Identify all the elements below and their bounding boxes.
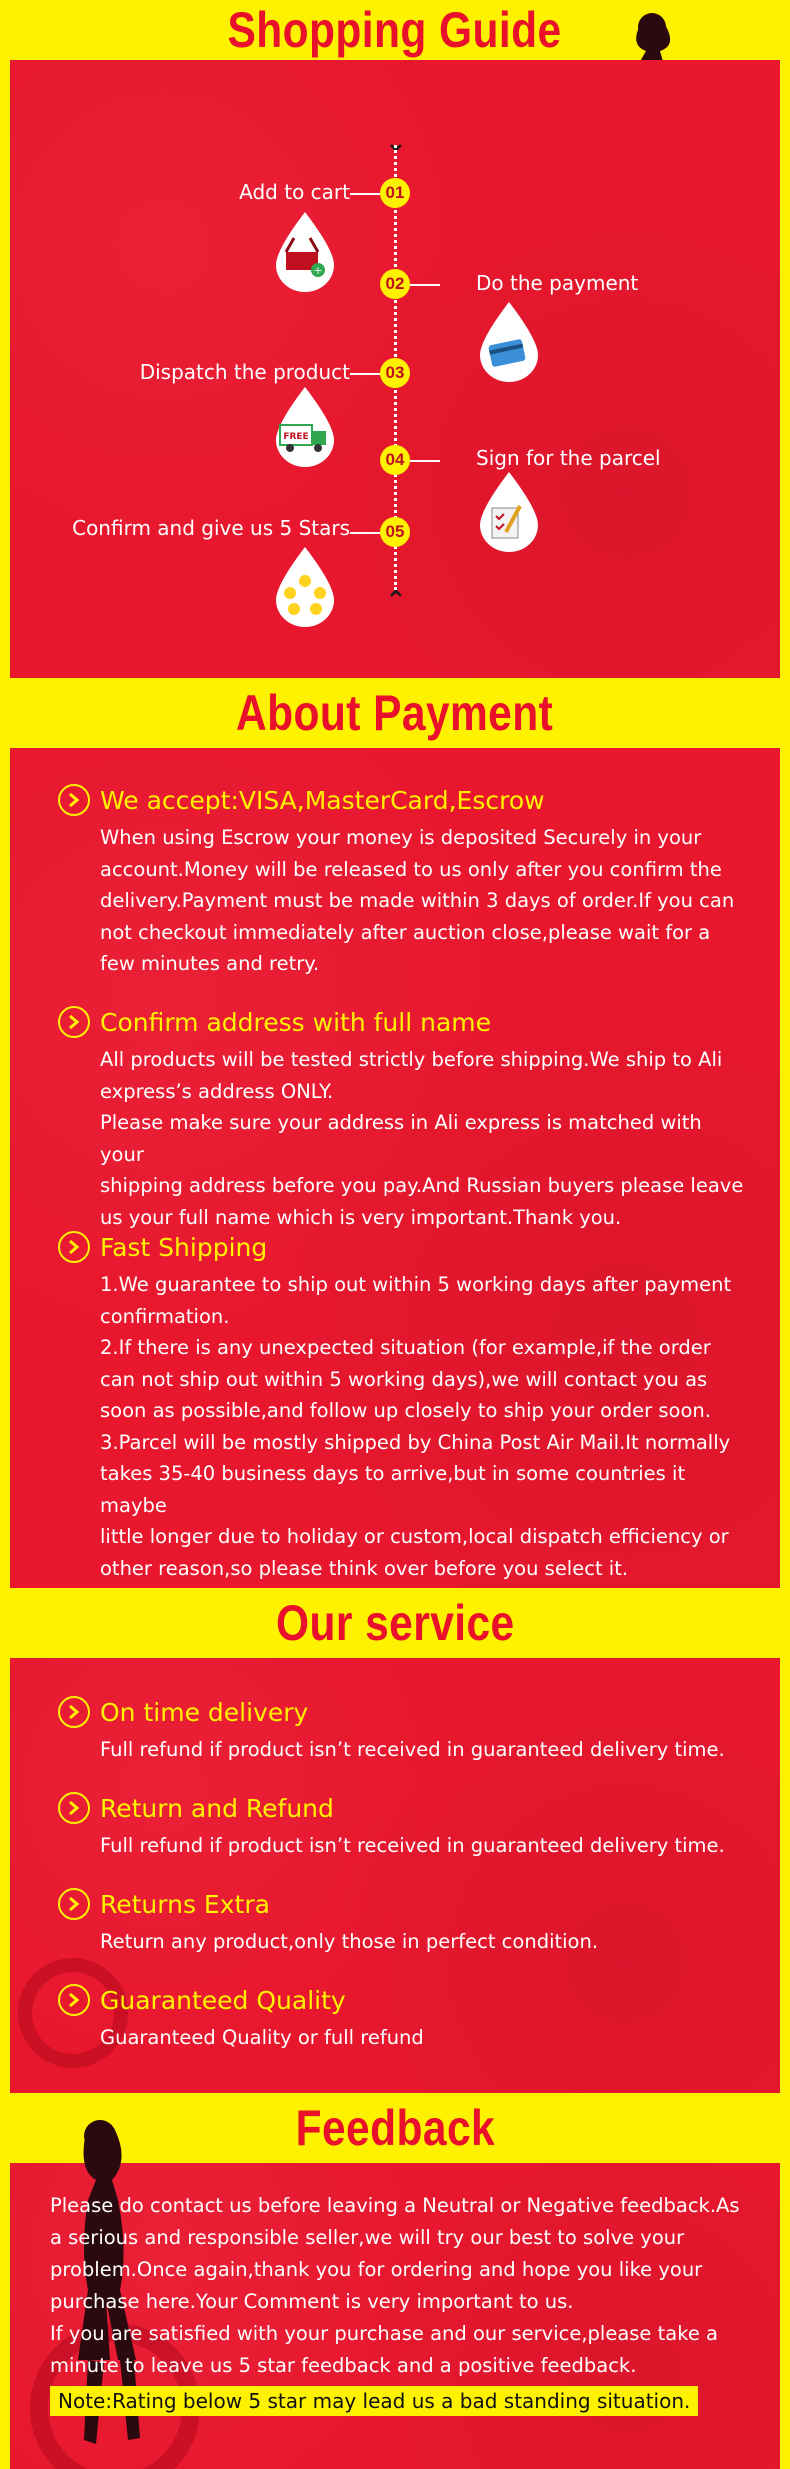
arrow-right-icon	[58, 1696, 90, 1728]
step-number: 04	[380, 445, 410, 475]
arrow-right-icon	[58, 1231, 90, 1263]
service-heading: Guaranteed Quality	[100, 1985, 346, 2015]
service-text: Guaranteed Quality or full refund	[100, 2026, 424, 2049]
step-label: Add to cart	[239, 180, 350, 204]
service-text: Full refund if product isn’t received in guaranteed delivery time.	[100, 1834, 725, 1857]
arrow-right-icon	[58, 1792, 90, 1824]
our-service-banner	[0, 1588, 790, 1658]
shopping-guide-title: Shopping Guide	[227, 2, 563, 58]
credit-card-icon	[476, 300, 542, 382]
payment-heading: We accept:VISA,MasterCard,Escrow	[100, 785, 545, 815]
checklist-icon	[476, 470, 542, 552]
service-item	[58, 1888, 748, 1958]
stars-icon	[272, 545, 338, 627]
payment-item	[58, 784, 748, 980]
payment-text: 1.We guarantee to ship out within 5 working days after payment confirmation. 2.If there is any unexpected situation (for example,if the order can not ship out within 5 working days),we will contact you as soon as possible,and follow up closely to ship your order soon. 3.Parcel will be mostly shipped by China Post Air Mail.It normally takes 35-40 business days to arrive,but in some countries it maybe little longer due to holiday or custom,local dispatch efficiency or other reason,so please think over before you select it.	[100, 1273, 732, 1580]
our-service-title: Our service	[275, 1595, 515, 1651]
delivery-truck-icon	[272, 385, 338, 467]
payment-text: All products will be tested strictly before shipping.We ship to Ali express’s address ONLY. Please make sure your address in Ali express is matched with your shipping address before you pay.And Russian buyers please leave us your full name which is very important.Thank you.	[100, 1048, 744, 1229]
step-connector	[410, 284, 440, 286]
service-heading: Return and Refund	[100, 1793, 334, 1823]
service-text: Return any product,only those in perfect condition.	[100, 1930, 599, 1953]
svg-text:+: +	[313, 264, 323, 277]
step-connector	[350, 373, 380, 375]
service-heading: Returns Extra	[100, 1889, 270, 1919]
feedback-text: Please do contact us before leaving a Neutral or Negative feedback.As a serious and responsible seller,we will try our best to solve your problem.Once again,thank you for ordering and hope you like your purchase here.Your Comment is very important to us. If you are satisfied with your purchase and our service,please take a minute to leave us 5 star feedback and a positive feedback.	[50, 2194, 740, 2377]
step-label: Do the payment	[476, 271, 639, 295]
payment-item	[58, 1006, 748, 1233]
payment-text: When using Escrow your money is deposited Securely in your account.Money will be released to us only after you confirm the delivery.Payment must be made within 3 days of order.If you can not checkout immediately after auction close,please wait for a few minutes and retry.	[100, 826, 735, 975]
step-connector	[410, 460, 440, 462]
step-label: Confirm and give us 5 Stars	[72, 516, 350, 540]
about-payment-panel	[10, 748, 780, 1588]
step-connector	[350, 532, 380, 534]
step-number: 05	[380, 517, 410, 547]
arrow-right-icon	[58, 1984, 90, 2016]
service-item	[58, 1984, 748, 2054]
rating-note: Note:Rating below 5 star may lead us a bad standing situation.	[50, 2386, 698, 2416]
shopping-guide-panel	[10, 60, 780, 678]
arrow-right-icon	[58, 1888, 90, 1920]
our-service-panel	[10, 1658, 780, 2093]
step-number: 01	[380, 178, 410, 208]
chevron-down-icon: ⌄	[385, 128, 407, 158]
service-text: Full refund if product isn’t received in guaranteed delivery time.	[100, 1738, 725, 1761]
service-item	[58, 1696, 748, 1766]
payment-heading: Confirm address with full name	[100, 1007, 492, 1037]
about-payment-banner	[0, 678, 790, 748]
step-connector	[350, 193, 380, 195]
payment-heading: Fast Shipping	[100, 1232, 268, 1262]
svg-text:FREE: FREE	[283, 432, 309, 442]
chevron-up-icon: ⌃	[385, 586, 407, 616]
step-number: 03	[380, 358, 410, 388]
payment-item	[58, 1231, 748, 1584]
step-number: 02	[380, 269, 410, 299]
about-payment-title: About Payment	[236, 685, 554, 741]
basket-icon	[272, 210, 338, 292]
arrow-right-icon	[58, 1006, 90, 1038]
feedback-title: Feedback	[295, 2100, 495, 2156]
step-label: Sign for the parcel	[476, 446, 661, 470]
arrow-right-icon	[58, 784, 90, 816]
step-label: Dispatch the product	[139, 360, 350, 384]
service-heading: On time delivery	[100, 1697, 309, 1727]
service-item	[58, 1792, 748, 1862]
